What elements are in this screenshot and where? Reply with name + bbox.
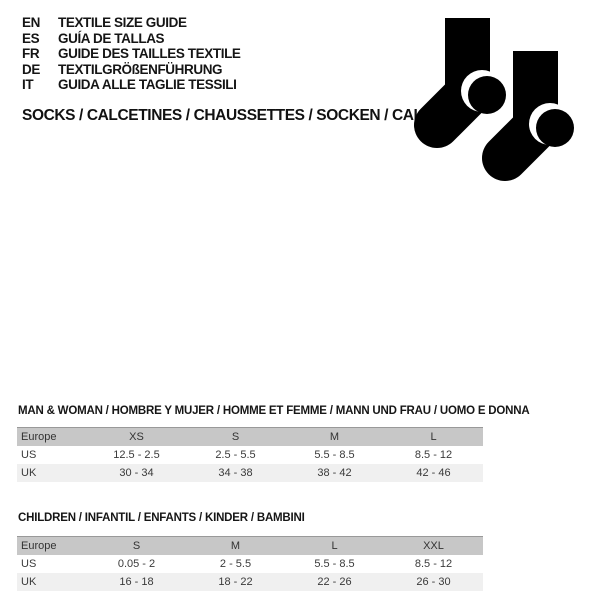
column-header-size: M (285, 428, 384, 447)
language-label: GUIDE DES TAILLES TEXTILE (58, 46, 241, 61)
size-value: 2 - 5.5 (219, 558, 252, 570)
size-value: 18 - 22 (218, 576, 253, 588)
language-label: TEXTILGRÖßENFÜHRUNG (58, 61, 223, 77)
column-header-size: L (384, 428, 483, 447)
size-value: 16 - 18 (119, 576, 154, 588)
language-label: GUÍA DE TALLAS (58, 30, 165, 46)
language-code: ES (22, 30, 40, 46)
language-row (22, 31, 241, 47)
table-header-row (17, 428, 483, 447)
size-table-children (17, 536, 483, 591)
language-row (22, 77, 241, 93)
column-header-size: L (285, 537, 384, 556)
region-label: UK (21, 576, 37, 588)
size-value: 2.5 - 5.5 (215, 449, 256, 461)
size-value: 30 - 34 (119, 467, 154, 479)
table-title-adults: MAN & WOMAN / HOMBRE Y MUJER / HOMME ET FEMME / MANN UND FRAU / UOMO E DONNA (18, 405, 530, 417)
column-header-size: M (186, 537, 285, 556)
sock-right (505, 51, 574, 158)
size-value: 5.5 - 8.5 (314, 449, 355, 461)
table-row (17, 555, 483, 573)
region-label: US (21, 449, 37, 461)
language-row (22, 62, 241, 78)
region-label: UK (21, 467, 37, 479)
language-code: FR (22, 46, 40, 61)
size-value: 0.05 - 2 (117, 558, 156, 570)
size-value: 8.5 - 12 (414, 449, 453, 461)
language-row (22, 46, 241, 62)
size-value: 22 - 26 (317, 576, 352, 588)
size-value: 26 - 30 (416, 576, 451, 588)
size-value: 38 - 42 (317, 467, 352, 479)
column-header-size: XXL (384, 537, 483, 556)
language-code: EN (22, 15, 40, 30)
column-header-size: S (186, 428, 285, 447)
column-header-region: Europe (17, 428, 87, 447)
size-value: 5.5 - 8.5 (314, 558, 355, 570)
column-header-size: S (87, 537, 186, 556)
region-label: US (21, 558, 37, 570)
socks-icon-svg (410, 12, 580, 182)
sock-left (437, 18, 506, 125)
size-value: 34 - 38 (218, 467, 253, 479)
size-value: 42 - 46 (416, 467, 451, 479)
language-list (22, 15, 241, 93)
column-header-region: Europe (17, 537, 87, 556)
language-row (22, 15, 241, 31)
table-title-children: CHILDREN / INFANTIL / ENFANTS / KINDER / BAMBINI (18, 512, 305, 524)
language-label: GUIDA ALLE TAGLIE TESSILI (58, 77, 237, 92)
size-table-adults (17, 427, 483, 482)
category-title: SOCKS / CALCETINES / CHAUSSETTES / SOCKEN / CALZINI (22, 107, 451, 124)
socks-icon (410, 12, 580, 182)
language-label: TEXTILE SIZE GUIDE (58, 15, 187, 30)
table-row (17, 446, 483, 464)
language-code: DE (22, 61, 40, 77)
table-header-row (17, 537, 483, 556)
table-row (17, 573, 483, 591)
language-code: IT (22, 77, 34, 92)
column-header-size: XS (87, 428, 186, 447)
size-value: 8.5 - 12 (414, 558, 453, 570)
size-value: 12.5 - 2.5 (113, 449, 160, 461)
table-row (17, 464, 483, 482)
